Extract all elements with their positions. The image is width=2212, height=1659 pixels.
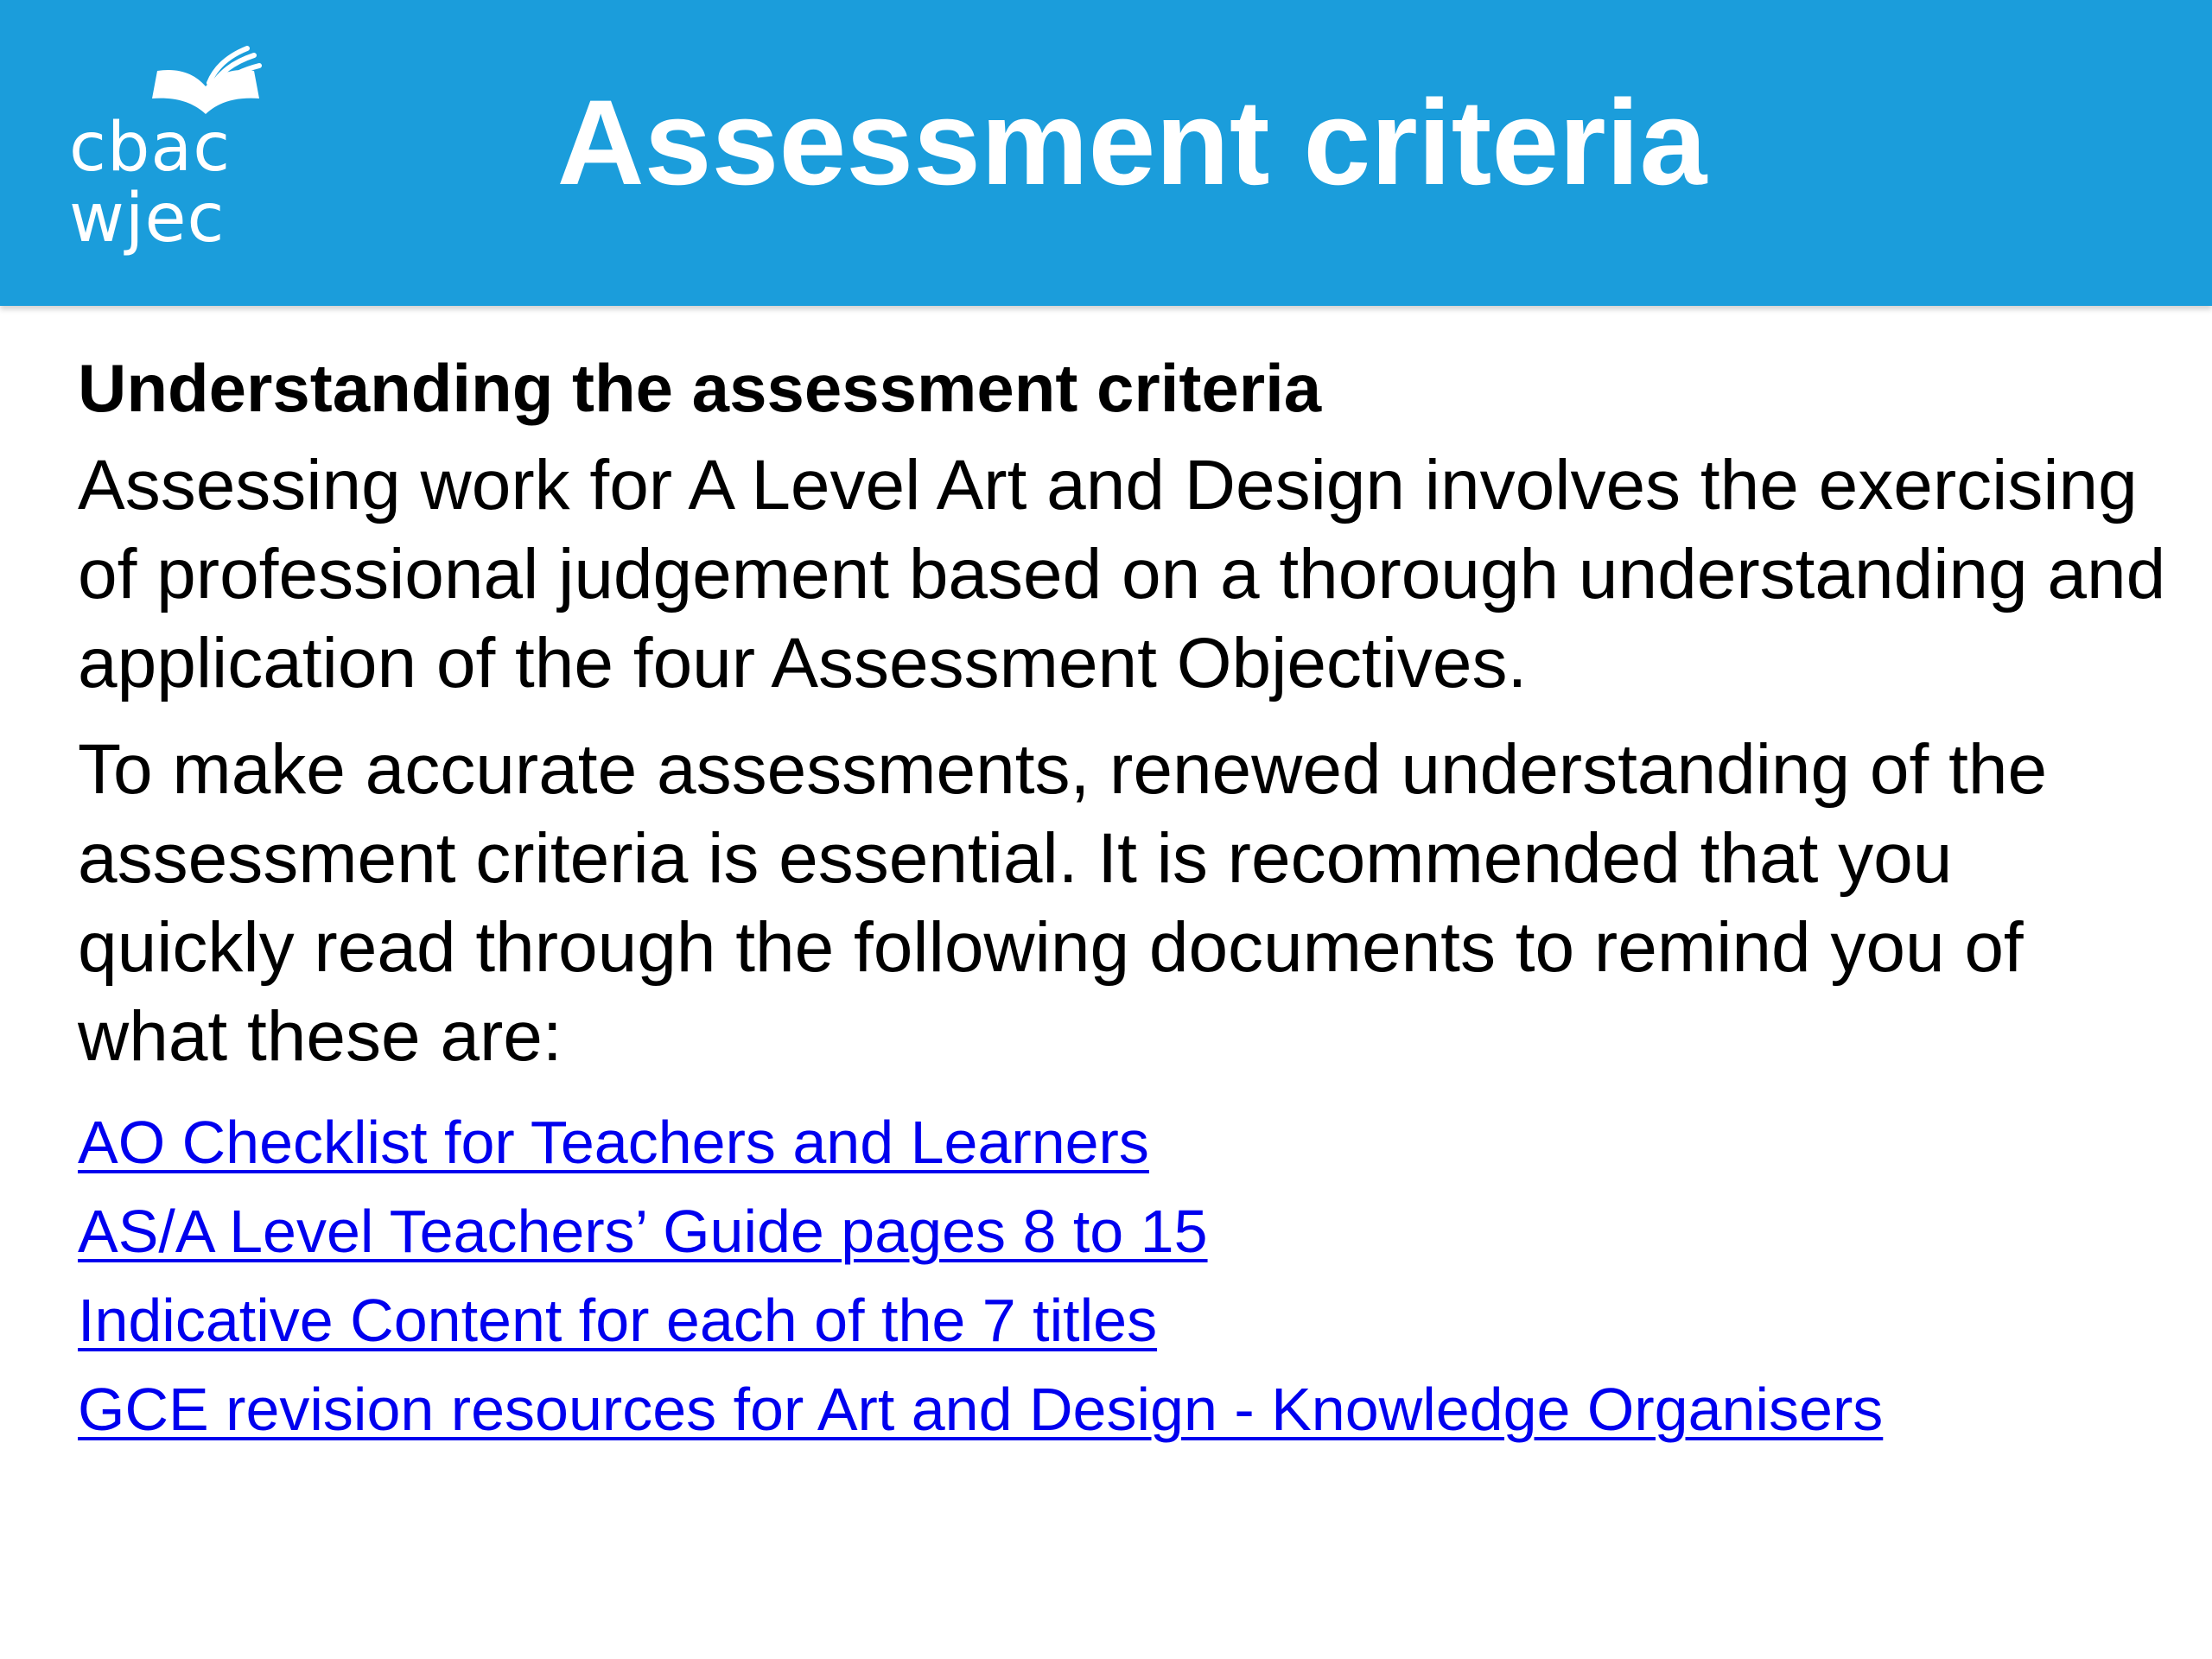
logo-word-wjec: wjec: [69, 180, 226, 257]
paragraph-intro: Assessing work for A Level Art and Design involves the exercising of professional judgement based on a thorough understanding and application of the four Assessment Objectives.: [78, 446, 2166, 702]
logo-word-cbac: cbac: [69, 109, 232, 187]
link-ao-checklist[interactable]: AO Checklist for Teachers and Learners: [78, 1109, 1149, 1176]
document-links-list: [78, 1098, 2169, 1454]
main-content: [78, 347, 2169, 1454]
section-subheading: Understanding the assessment criteria: [78, 350, 1322, 426]
link-indicative-content[interactable]: Indicative Content for each of the 7 titles: [78, 1287, 1158, 1354]
link-revision-resources[interactable]: GCE revision resources for Art and Design - Knowledge Organisers: [78, 1376, 1884, 1443]
paragraph-recommendation: To make accurate assessments, renewed understanding of the assessment criteria is essential. It is recommended that you quickly read through the following documents to remind you of what these are:: [78, 730, 2048, 1076]
page-title: Assessment criteria: [556, 74, 1707, 210]
link-teachers-guide[interactable]: AS/A Level Teachers’ Guide pages 8 to 15: [78, 1198, 1208, 1265]
header-bar: [0, 0, 2212, 306]
